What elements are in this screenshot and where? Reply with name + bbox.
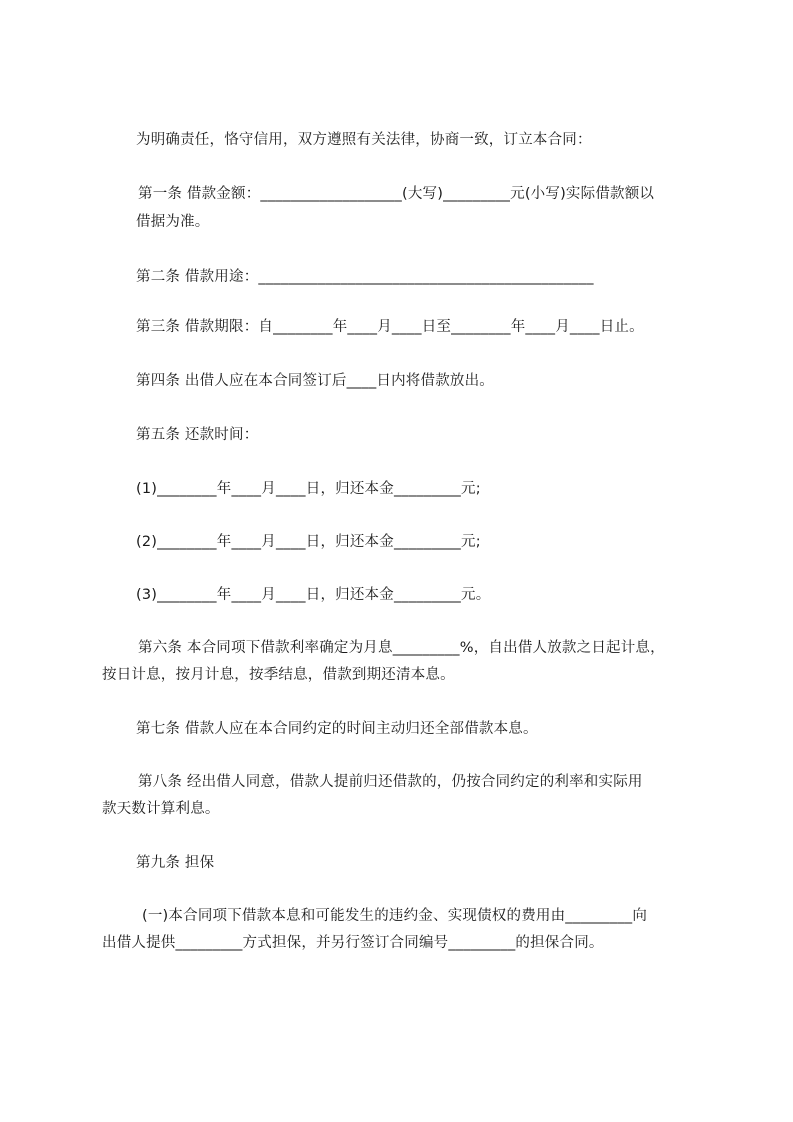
article-3: 第三条 借款期限：自________年____月____日至________年____月____日止。 bbox=[136, 319, 644, 335]
article-6-line-1: 第六条 本合同项下借款利率确定为月息_________%，自出借人放款之日起计息， bbox=[138, 640, 665, 656]
article-1-line-1: 第一条 借款金额：___________________(大写)_________元(小写)实际借款额以 bbox=[138, 186, 655, 202]
article-7: 第七条 借款人应在本合同约定的时间主动归还全部借款本息。 bbox=[136, 721, 538, 737]
article-5: 第五条 还款时间： bbox=[136, 427, 259, 443]
article-9-clause-1-line-2: 出借人提供_________方式担保，并另行签订合同编号_________的担保合同。 bbox=[102, 935, 604, 951]
article-8-line-2: 款天数计算利息。 bbox=[102, 801, 220, 817]
article-8-line-1: 第八条 经出借人同意，借款人提前归还借款的，仍按合同约定的利率和实际用 bbox=[138, 774, 643, 790]
article-6-line-2: 按日计息，按月计息，按季结息，借款到期还清本息。 bbox=[102, 667, 455, 683]
article-2: 第二条 借款用途：_____________________________________________ bbox=[136, 269, 594, 285]
article-9-clause-1-line-1: (一)本合同项下借款本息和可能发生的违约金、实现债权的费用由_________向 bbox=[142, 908, 648, 924]
intro-paragraph: 为明确责任，恪守信用，双方遵照有关法律，协商一致，订立本合同： bbox=[136, 132, 592, 148]
article-1-line-2: 借据为准。 bbox=[136, 214, 210, 230]
repayment-item-3: (3)________年____月____日，归还本金_________元。 bbox=[136, 587, 491, 603]
repayment-item-2: (2)________年____月____日，归还本金_________元; bbox=[136, 534, 481, 550]
article-4: 第四条 出借人应在本合同签订后____日内将借款放出。 bbox=[136, 373, 495, 389]
article-9: 第九条 担保 bbox=[136, 855, 215, 871]
repayment-item-1: (1)________年____月____日，归还本金_________元; bbox=[136, 481, 481, 497]
